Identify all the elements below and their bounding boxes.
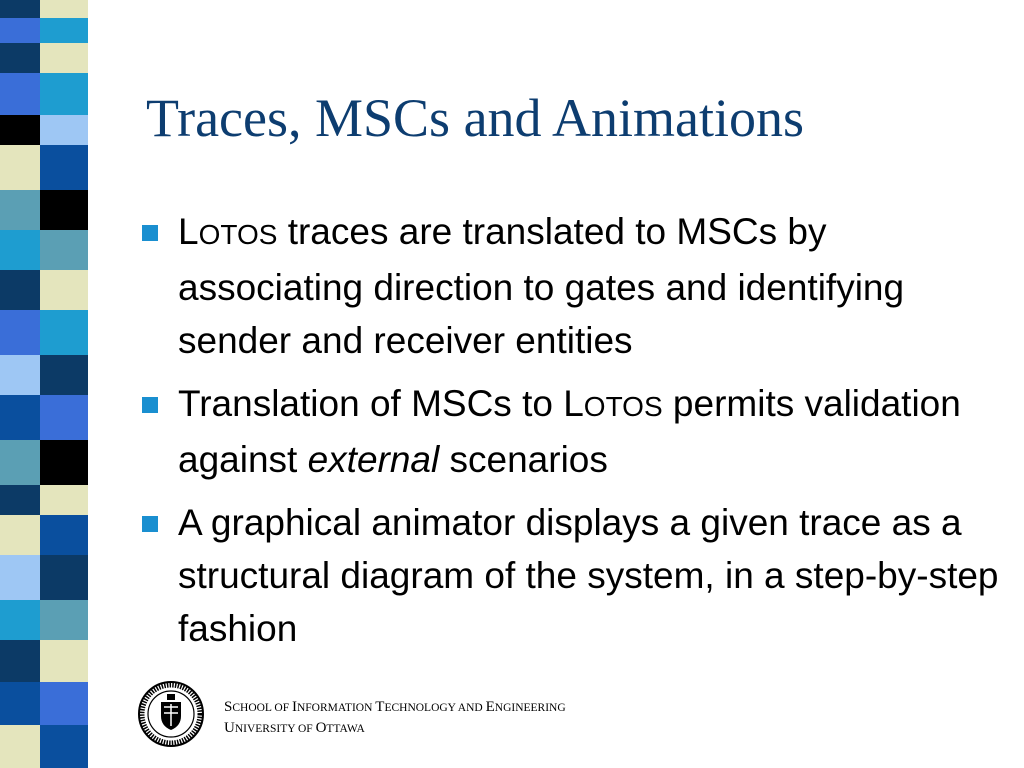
bullet-text: permits validation against	[178, 383, 961, 480]
bullet-square-icon	[142, 225, 158, 241]
bullet-text: Translation of MSCs to L	[178, 383, 584, 424]
bullet-item	[142, 496, 1002, 655]
bullet-item	[142, 377, 1002, 486]
bullet-text: L	[178, 211, 199, 252]
bullet-text: scenarios	[439, 439, 608, 480]
bullet-square-icon	[142, 397, 158, 413]
bullet-item	[142, 205, 1002, 367]
decorative-color-stripe	[0, 0, 120, 768]
footer-university-name: UNIVERSITY OF OTTAWA	[224, 720, 365, 736]
bullet-text: traces are translated to MSCs by associating direction to gates and identifying sender and receiver entities	[178, 211, 905, 361]
bullet-text: OTOS	[583, 391, 663, 422]
bullet-text: OTOS	[198, 219, 278, 250]
bullet-text: A graphical animator displays a given trace as a structural diagram of the system, in a step-by-step fashion	[178, 502, 999, 649]
university-seal-icon	[137, 680, 205, 748]
bullet-text: external	[307, 439, 440, 480]
bullet-list	[142, 205, 1002, 665]
footer-school-name: SCHOOL OF INFORMATION TECHNOLOGY AND ENGINEERING	[224, 699, 566, 715]
bullet-square-icon	[142, 516, 158, 532]
footer	[137, 680, 737, 750]
slide-title: Traces, MSCs and Animations	[146, 88, 805, 148]
